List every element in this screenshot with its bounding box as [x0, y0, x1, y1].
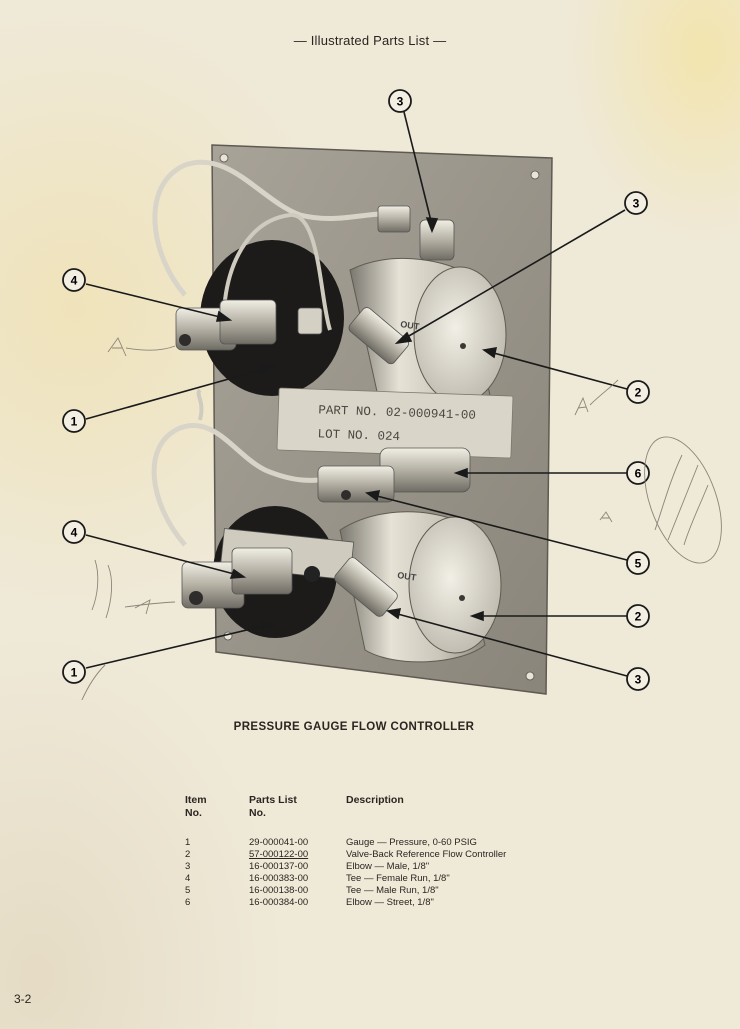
svg-text:4: 4	[70, 273, 78, 288]
cell-description: Tee — Male Run, 1/8"	[346, 885, 439, 896]
table-row	[185, 837, 585, 849]
callout-3-lower	[627, 668, 649, 690]
svg-text:1: 1	[70, 665, 78, 680]
callout-1-lower	[63, 661, 85, 683]
cell-description: Gauge — Pressure, 0-60 PSIG	[346, 837, 477, 848]
header-item: Item No.	[185, 794, 207, 819]
svg-text:2: 2	[634, 385, 642, 400]
table-row	[185, 897, 585, 909]
cell-description: Elbow — Street, 1/8"	[346, 897, 434, 908]
cell-description: Elbow — Male, 1/8"	[346, 861, 430, 872]
cell-description: Valve-Back Reference Flow Controller	[346, 849, 507, 860]
mounting-hole	[220, 154, 228, 162]
callout-5	[627, 552, 649, 574]
cell-part-no: 16-000138-00	[249, 885, 309, 896]
svg-text:3: 3	[634, 672, 642, 687]
svg-text:6: 6	[634, 466, 642, 481]
svg-text:3: 3	[396, 94, 404, 109]
callout-6	[627, 462, 649, 484]
callout-3-upper-right	[625, 192, 647, 214]
svg-text:5: 5	[634, 556, 642, 571]
cell-item: 6	[185, 897, 191, 908]
table-row	[185, 861, 585, 873]
gauge-lower-out-label: OUT	[396, 570, 417, 583]
callout-2-upper	[627, 381, 649, 403]
cell-part-no: 16-000383-00	[249, 873, 309, 884]
cell-description: Tee — Female Run, 1/8"	[346, 873, 450, 884]
callout-2-lower	[627, 605, 649, 627]
gauge-upper-out-label: OUT	[399, 319, 420, 332]
mounting-hole	[526, 672, 534, 680]
gauge-lower-screw	[459, 595, 465, 601]
page-header: — Illustrated Parts List —	[293, 33, 447, 48]
gauge-lower-face	[409, 517, 501, 653]
header-parts-list: Parts List No.	[249, 794, 297, 819]
callout-3-top	[389, 90, 411, 112]
tubing-lower-2	[199, 390, 202, 420]
callout-1-upper	[63, 410, 85, 432]
cell-item: 4	[185, 873, 191, 884]
cell-part-no: 16-000137-00	[249, 861, 309, 872]
callout-4-upper	[63, 269, 85, 291]
header-description: Description	[346, 794, 404, 806]
svg-text:3: 3	[632, 196, 640, 211]
table-row	[185, 885, 585, 897]
cell-item: 5	[185, 885, 191, 896]
placard-part-no: PART NO. 02-000941-00	[318, 403, 477, 423]
svg-text:1: 1	[70, 414, 78, 429]
figure-caption: PRESSURE GAUGE FLOW CONTROLLER	[233, 721, 475, 733]
callout-4-lower	[63, 521, 85, 543]
tee-fitting-upper-left	[176, 300, 276, 350]
cell-part-no: 16-000384-00	[249, 897, 309, 908]
page-number: 3-2	[14, 992, 32, 1006]
svg-text:4: 4	[70, 525, 78, 540]
table-row	[185, 849, 585, 861]
cell-item: 1	[185, 837, 191, 848]
part-placard	[277, 388, 513, 458]
cell-part-no: 57-000122-00	[249, 849, 309, 860]
cell-item: 2	[185, 849, 191, 860]
cell-item: 3	[185, 861, 191, 872]
male-tee-fitting	[318, 466, 394, 502]
mounting-hole	[531, 171, 539, 179]
nut-fitting-upper	[298, 308, 322, 334]
gauge-upper-screw	[460, 343, 466, 349]
cell-part-no: 29-000041-00	[249, 837, 309, 848]
placard-lot-no: LOT NO. 024	[317, 427, 401, 445]
black-nut-lower	[304, 566, 320, 582]
svg-text:2: 2	[634, 609, 642, 624]
table-row	[185, 873, 585, 885]
